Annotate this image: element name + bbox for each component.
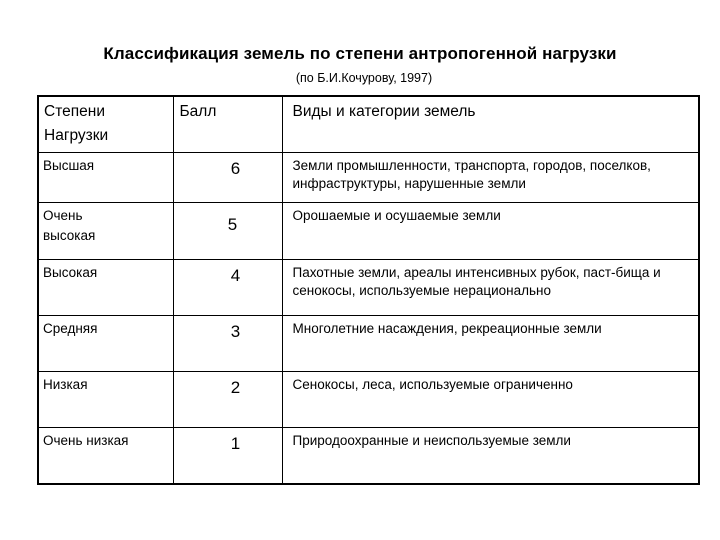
level-text: Высшая bbox=[43, 157, 95, 173]
level-cell bbox=[38, 152, 173, 202]
types-text: Земли промышленности, транспорта, городов, поселков, инфраструктуры, нарушенные земли bbox=[292, 157, 651, 191]
level-text: Высокая bbox=[43, 264, 98, 280]
level-cell bbox=[38, 371, 173, 427]
table-row bbox=[38, 202, 699, 259]
header-load-level bbox=[38, 96, 173, 152]
table-row bbox=[38, 315, 699, 371]
level-text: Очень низкая bbox=[43, 432, 129, 448]
level-cell bbox=[38, 202, 173, 259]
level-text: Средняя bbox=[43, 320, 98, 336]
types-cell bbox=[282, 259, 699, 315]
types-cell bbox=[282, 152, 699, 202]
score-value: 2 bbox=[230, 377, 241, 397]
level-text: Очень высокая bbox=[43, 207, 96, 243]
table-row bbox=[38, 371, 699, 427]
types-cell bbox=[282, 315, 699, 371]
page-subtitle: (по Б.И.Кочурову, 1997) bbox=[295, 71, 433, 85]
score-value: 5 bbox=[227, 214, 238, 234]
types-text: Многолетние насаждения, рекреационные земли bbox=[292, 320, 602, 336]
types-text: Пахотные земли, ареалы интенсивных рубок, паст-бища и сенокосы, используемые нерационально bbox=[292, 264, 661, 298]
land-classification-table bbox=[37, 95, 700, 485]
table-row bbox=[38, 259, 699, 315]
header-load-level-line1: Степени bbox=[44, 103, 105, 120]
page-title: Классификация земель по степени антропогенной нагрузки bbox=[103, 44, 617, 63]
score-value: 6 bbox=[230, 158, 241, 178]
header-score bbox=[173, 96, 282, 152]
types-cell bbox=[282, 427, 699, 484]
types-cell bbox=[282, 202, 699, 259]
score-cell bbox=[173, 427, 282, 484]
header-score-label: Балл bbox=[179, 103, 217, 120]
header-load-level-line2: Нагрузки bbox=[44, 127, 109, 144]
table-row bbox=[38, 152, 699, 202]
types-text: Природоохранные и неиспользуемые земли bbox=[292, 432, 571, 448]
types-text: Орошаемые и осушаемые земли bbox=[292, 207, 501, 223]
types-text: Сенокосы, леса, используемые ограниченно bbox=[292, 376, 573, 392]
score-value: 1 bbox=[230, 433, 241, 453]
score-cell bbox=[173, 315, 282, 371]
level-cell bbox=[38, 259, 173, 315]
header-land-types-label: Виды и категории земель bbox=[292, 103, 476, 120]
score-cell bbox=[173, 371, 282, 427]
table-row bbox=[38, 427, 699, 484]
score-cell bbox=[173, 202, 282, 259]
level-text: Низкая bbox=[43, 376, 88, 392]
score-value: 3 bbox=[230, 321, 241, 341]
score-value: 4 bbox=[230, 265, 241, 285]
types-cell bbox=[282, 371, 699, 427]
header-land-types bbox=[282, 96, 699, 152]
table-header-row bbox=[38, 96, 699, 152]
level-cell bbox=[38, 315, 173, 371]
score-cell bbox=[173, 152, 282, 202]
level-cell bbox=[38, 427, 173, 484]
score-cell bbox=[173, 259, 282, 315]
